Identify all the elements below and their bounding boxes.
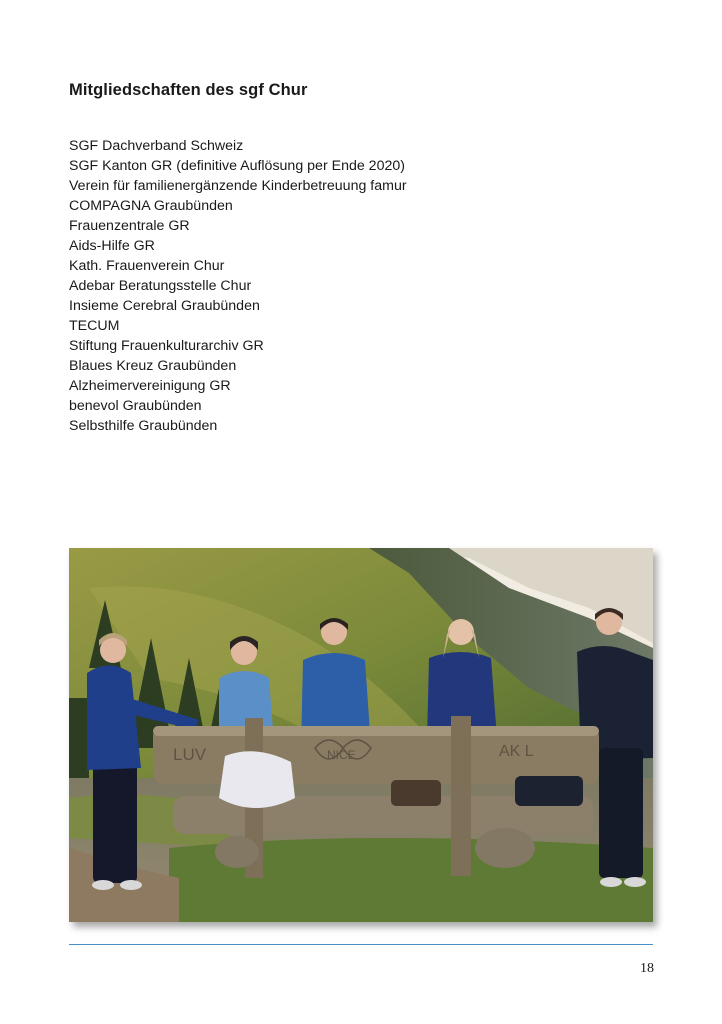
list-item: Frauenzentrale GR [69, 218, 190, 234]
bench-carving-left: LUV [173, 745, 207, 764]
membership-list [69, 136, 407, 436]
list-item: Selbsthilfe Graubünden [69, 418, 218, 434]
bench-carving-heart: NICE [327, 748, 356, 762]
list-item: SGF Dachverband Schweiz [69, 138, 244, 154]
page-number: 18 [640, 961, 654, 976]
list-item: Blaues Kreuz Graubünden [69, 358, 237, 374]
small-bag [391, 780, 441, 806]
footer-rule [69, 944, 653, 945]
group-photo-illustration [69, 548, 653, 922]
white-bag [219, 751, 295, 808]
backpack [515, 776, 583, 806]
list-item: Insieme Cerebral Graubünden [69, 298, 260, 314]
list-item: Stiftung Frauenkulturarchiv GR [69, 338, 264, 354]
list-item: Aids-Hilfe GR [69, 238, 155, 254]
list-item: Alzheimervereinigung GR [69, 378, 231, 394]
list-item: Adebar Beratungsstelle Chur [69, 278, 252, 294]
list-item: COMPAGNA Graubünden [69, 198, 233, 214]
list-item: SGF Kanton GR (definitive Auflösung per Ende 2020) [69, 158, 405, 174]
bench-carving-right: AK L [499, 743, 534, 760]
list-item: TECUM [69, 318, 120, 334]
list-item: benevol Graubünden [69, 398, 202, 414]
list-item: Verein für familienergänzende Kinderbetreuung famur [69, 178, 407, 194]
page-heading: Mitgliedschaften des sgf Chur [69, 81, 308, 99]
list-item: Kath. Frauenverein Chur [69, 258, 225, 274]
group-photo [69, 548, 653, 922]
